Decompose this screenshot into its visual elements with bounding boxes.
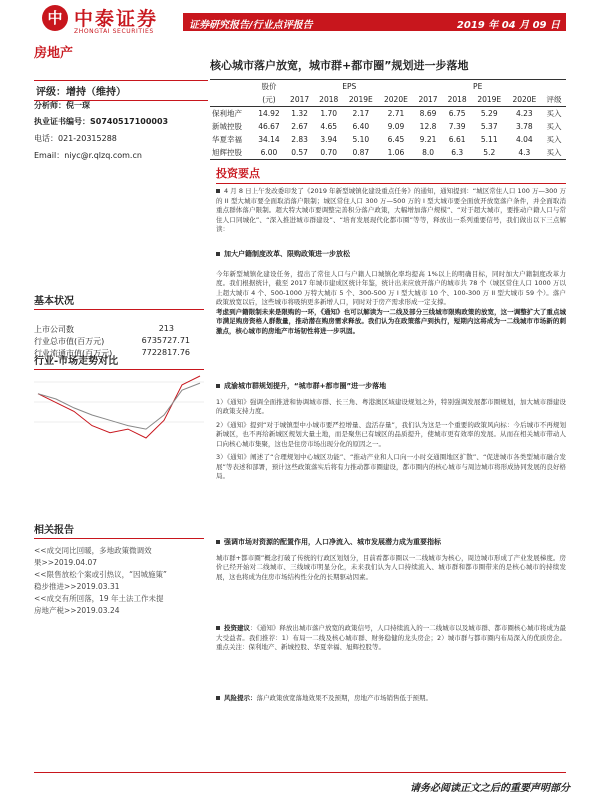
cell: 5.37 xyxy=(480,122,498,131)
estimates-table xyxy=(210,79,566,160)
cell: 5.2 xyxy=(472,146,507,160)
risk-text: 落户政策放宽落地效果不及预期，房地产市场销售低于预期。 xyxy=(256,694,432,702)
email-link[interactable]: Email：niyc@r.qlzq.com.cn xyxy=(34,151,142,160)
section-heading: 加大户籍制度改革、限购政策进一步放松 xyxy=(224,250,350,258)
basic-info-list xyxy=(34,310,204,358)
col-header-unit: (元) xyxy=(253,93,285,107)
advice-text: 《通知》释放出城市落户放宽的政策信号，人口持续流入的一二线城市以及城市群、都市圈核心城市将成为最大受益者。我们推荐：1）布局一二线及核心城市群、财务稳健的龙头房企；2）城市群与都市圈内布局深入的优质房企。重点关注：保利地产、新城控股、华夏幸福、旭辉控股等。 xyxy=(216,624,567,651)
col-header-year: 2020E xyxy=(507,93,542,107)
basic-info-heading: 基本状况 xyxy=(34,292,204,310)
section-heading: 强调市场对资源的配置作用，人口净流入、城市发展潜力成为重要指标 xyxy=(224,538,441,546)
cell: 2.67 xyxy=(291,122,308,131)
col-header-eps: EPS xyxy=(285,80,413,94)
cell: 0.70 xyxy=(314,146,343,160)
sector-title: 房地产 xyxy=(34,46,74,61)
col-header-pe: PE xyxy=(413,80,541,94)
section-text: 城市群+都市圈”概念打破了传统的行政区划划分，目前看都市圈以一二线城市为核心，周边城市形成了产业发展梯度。房价已经开始对二线城市、三线城市明显分化，未来我们认为人口持续流入、城市群和都市圈带来的是核心城市的持续发展，这也将成为住房市场结构性分化的长期驱动因素。 xyxy=(216,553,566,581)
trend-section xyxy=(34,352,204,370)
trend-heading: 行业-市场走势对比 xyxy=(34,352,204,370)
section-bold-text: 考虑到户籍限制未来是限购的一环，《通知》也可以解读为一二线及部分三线城市限购政策的放宽，这一调整扩大了重点城市满足购房资格人群数量，推动潜在购房需求释放。我们认为在政策落户到执行，短期内这将成为一二线城市市场新的刺激点，核心城市的房地产市场韧性将进一步巩固。 xyxy=(216,307,566,335)
company-name: 新城控股 xyxy=(212,122,242,131)
cell: 2.71 xyxy=(387,109,405,118)
cell: 买入 xyxy=(546,109,562,118)
cell: 14.92 xyxy=(258,109,280,118)
basic-value: 7722817.76 xyxy=(141,348,190,357)
col-header-year: 2019E xyxy=(343,93,378,107)
basic-value: 6735727.71 xyxy=(141,336,190,345)
cell: 8.69 xyxy=(419,109,437,118)
col-header-year: 2017 xyxy=(413,93,442,107)
footer-disclaimer: 请务必阅读正文之后的重要声明部分 xyxy=(410,783,570,794)
cell: 买入 xyxy=(546,122,562,131)
cell: 买入 xyxy=(546,135,562,144)
related-item[interactable]: 稳步推进>>2019.03.31 xyxy=(34,582,120,591)
cell: 4.3 xyxy=(507,146,542,160)
report-title: 核心城市落户放宽，城市群+都市圈”规划进一步落地 xyxy=(210,59,469,72)
basic-value: 213 xyxy=(158,324,174,333)
basic-key: 上市公司数 xyxy=(34,325,74,334)
cell: 5.29 xyxy=(480,109,498,118)
col-header-year: 2019E xyxy=(472,93,507,107)
bullet-icon xyxy=(216,189,220,193)
cell: 12.8 xyxy=(419,122,437,131)
table-row xyxy=(210,120,566,133)
related-item[interactable]: 房地产税>>2019.03.24 xyxy=(34,606,120,615)
cell: 4.23 xyxy=(516,109,533,118)
cell: 46.67 xyxy=(258,122,280,131)
analyst: 分析师：倪一琛 xyxy=(34,101,90,110)
table-row xyxy=(210,107,566,121)
col-header-year: 2018 xyxy=(443,93,472,107)
cell: 6.3 xyxy=(443,146,472,160)
bullet-icon xyxy=(216,384,220,388)
col-header-empty xyxy=(210,93,253,107)
cell: 3.78 xyxy=(516,122,533,131)
trend-chart xyxy=(34,372,204,442)
brand-logo-icon: 中 xyxy=(42,5,68,31)
cell: 9.09 xyxy=(387,122,405,131)
company-name: 旭辉控股 xyxy=(210,146,253,160)
related-item[interactable]: <<限售放松个案或引热议，“因城施策” xyxy=(34,570,167,579)
brand-name-en: ZHONGTAI SECURITIES xyxy=(74,28,154,35)
related-heading: 相关报告 xyxy=(34,521,204,539)
trend-chart-svg xyxy=(34,372,204,442)
trend-series-line xyxy=(38,376,200,438)
cell: 5.10 xyxy=(352,135,370,144)
bullet-icon xyxy=(216,626,220,630)
cell: 6.45 xyxy=(387,135,405,144)
license-number: 执业证书编号：S0740517100003 xyxy=(34,117,169,126)
table-row xyxy=(210,133,566,146)
section-heading: 成渝城市群规划提升，“城市群+都市圈”进一步落地 xyxy=(224,382,387,390)
cell: 6.75 xyxy=(448,109,466,118)
related-item[interactable]: 果>>2019.04.07 xyxy=(34,558,98,567)
footer-divider xyxy=(34,772,566,773)
investment-advice: 投资建议：《通知》释放出城市落户放宽的政策信号，人口持续流入的一二线城市以及城市群、都市圈核心城市将成为最大受益者。我们推荐：1）布局一二线及核心城市群、财务稳健的龙头房企；2）城市群与都市圈内布局深入的优质房企。重点关注：保利地产、新城控股、华夏幸福、旭辉控股等。 xyxy=(216,624,567,651)
section-text: 今年新型城镇化建设任务，提出了常住人口与户籍人口城镇化率均提高 1%以上的明确目标，同时加大户籍制度改革力度。我们根据统计，截至 2017 年城市建成区统计年鉴，统计出来应放开落户的城市共 78 个（城区常住人口 1000 万以上超大城市 4 个、500-1000 万特大城市 5 个、300-500 万 I 型大城市 10 个、100-300 万 II 型大城市 59 个）。落户政策放宽以后，这些城市将吸纳更多新增人口，同时对于房产需求形成一定支撑。 xyxy=(216,269,566,306)
cell: 9.21 xyxy=(419,135,437,144)
cell: 6.61 xyxy=(448,135,466,144)
col-header-empty xyxy=(542,80,566,94)
report-date: 2019 年 04 月 09 日 xyxy=(456,20,560,31)
related-item[interactable]: <<成交同比回暖，多地政策微调效 xyxy=(34,546,152,555)
point-section-2 xyxy=(216,382,566,482)
cell: 2.83 xyxy=(291,135,308,144)
company-name: 华夏幸福 xyxy=(212,135,242,144)
col-header-empty xyxy=(210,80,253,94)
section-text: 1）《通知》强调全面推进和协调城市群、长三角、粤港澳区域建设规划之外，特别强调发展都市圈规划，加大城市群建设的政策支持力度。 xyxy=(216,397,566,415)
cell: 34.14 xyxy=(258,135,280,144)
point-section-1 xyxy=(216,250,566,336)
cell: 8.0 xyxy=(413,146,442,160)
report-category: 证券研究报告/行业点评报告 xyxy=(189,20,313,31)
phone: 电话：021-20315288 xyxy=(34,134,117,143)
cell: 7.39 xyxy=(448,122,466,131)
cell: 0.57 xyxy=(285,146,314,160)
section-text: 2）《通知》提到“对于城镇型中小城市要严控增量、盘活存量”，我们认为这是一个重要的政策风向标：今后城市不再规划新城区，也不再给新城区规划大量土地，而是聚焦已有城区的品质提升，使城市更有效率的发展。从而在相关城市带动人口向核心城市集聚，这也是住房市场出现分化的原因之一。 xyxy=(216,420,566,448)
col-header-rating: 评级 xyxy=(542,93,566,107)
table-row xyxy=(210,146,566,160)
cell: 1.32 xyxy=(291,109,308,118)
point-text: 4 月 8 日上午发改委印发了《2019 年新型城镇化建设重点任务》的通知，通知提到：“城区常住人口 100 万—300 万的 II 型大城市要全面取消落户限制；城区常住人口 300 万—500 万的 I 型大城市要全面放开放宽落户条件，并全面取消重点群体落户限制。超大特大城市要调整完善积分落户政策，大幅增加落户规模”、“对于超大城市，要推动户籍人口与常住人口同城化”、“深入推进城市群建设”、“培育发展现代化都市圈”等等，释放出一系列重要信号，我们做出以下三点解读： xyxy=(216,187,566,233)
bullet-icon xyxy=(216,252,220,256)
rating: 评级：增持（维持） xyxy=(34,80,208,101)
col-header-price: 股价 xyxy=(253,80,285,94)
cell: 3.94 xyxy=(320,135,338,144)
cell: 买入 xyxy=(542,146,566,160)
advice-heading: 投资建议 xyxy=(224,624,251,632)
basic-key: 行业总市值(百万元) xyxy=(34,337,105,346)
risk-warning xyxy=(216,694,566,704)
bullet-icon xyxy=(216,696,220,700)
basic-info-section xyxy=(34,292,204,358)
col-header-year: 2018 xyxy=(314,93,343,107)
cell: 1.70 xyxy=(320,109,338,118)
cell: 4.04 xyxy=(516,135,533,144)
related-item[interactable]: <<成交有所回落，19 年土法工作未提 xyxy=(34,594,164,603)
risk-heading: 风险提示： xyxy=(224,694,257,702)
cell: 5.11 xyxy=(480,135,498,144)
cell: 6.40 xyxy=(352,122,370,131)
header-bar xyxy=(183,13,566,31)
point-intro xyxy=(216,187,566,235)
company-name: 保利地产 xyxy=(212,109,242,118)
cell: 4.65 xyxy=(320,122,338,131)
section-text: 3）《通知》阐述了“合理规划中心城区功能”、“推动产业和人口向一小时交通圈地区扩散”、“促进城市各类型城市融合发展”等表述和部署，预计这些政策落实后将有力推动都市圈建设，都市圈内的核心城市与周边城市将形成协同发展的良好格局。 xyxy=(216,453,566,480)
investment-points-heading: 投资要点 xyxy=(216,165,566,184)
cell: 0.87 xyxy=(343,146,378,160)
brand-name-cn: 中泰证券 xyxy=(74,8,159,30)
point-section-3 xyxy=(216,538,566,582)
col-header-year: 2017 xyxy=(285,93,314,107)
bullet-icon xyxy=(216,540,220,544)
basic-key: 行业流通市值(百万元) xyxy=(34,349,113,358)
cell: 1.06 xyxy=(378,146,413,160)
col-header-year: 2020E xyxy=(378,93,413,107)
cell: 6.00 xyxy=(253,146,285,160)
cell: 2.17 xyxy=(352,109,370,118)
related-reports xyxy=(34,521,204,617)
